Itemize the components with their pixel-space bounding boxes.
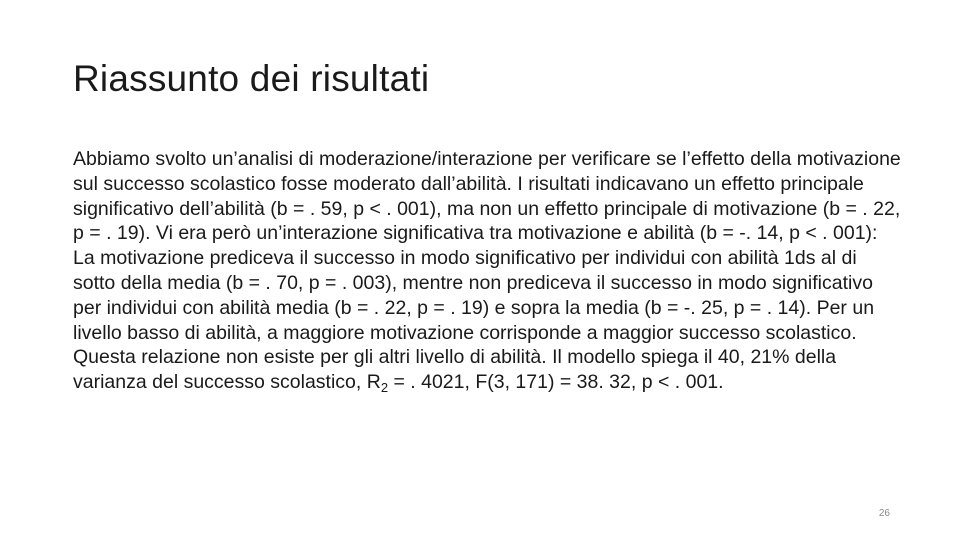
body-text-main: Abbiamo svolto un’analisi di moderazione/interazione per verificare se l’effetto della motivazione sul successo scolastico fosse moderato dall’abilità. I risultati indicavano un effetto principale significativo dell’abilità (b = . 59, p < . 001), ma non un effetto principale di motivazione (b = . 22, p = . 19). Vi era però un’interazione significativa tra motivazione e abilità (b = -. 14, p < . 001): La motivazione prediceva il successo in modo significativo per individui con abilità 1ds al di sotto della media (b = . 70, p = . 003), mentre non prediceva il successo in modo significativo per individui con abilità media (b = . 22, p = . 19) e sopra la media (b = -. 25, p = . 14). Per un livello basso di abilità, a maggiore motivazione corrisponde a maggior successo scolastico. Questa relazione non esiste per gli altri livello di abilità. Il modello spiega il 40, 21% della varianza del successo scolastico, R (73, 148, 901, 394)
page-number: 26 (878, 508, 890, 519)
slide-body-paragraph (73, 147, 903, 395)
slide-title: Riassunto dei risultati (73, 58, 430, 99)
r-squared-subscript: 2 (380, 380, 389, 396)
body-text-tail: = . 4021, F(3, 171) = 38. 32, p < . 001. (388, 371, 724, 394)
